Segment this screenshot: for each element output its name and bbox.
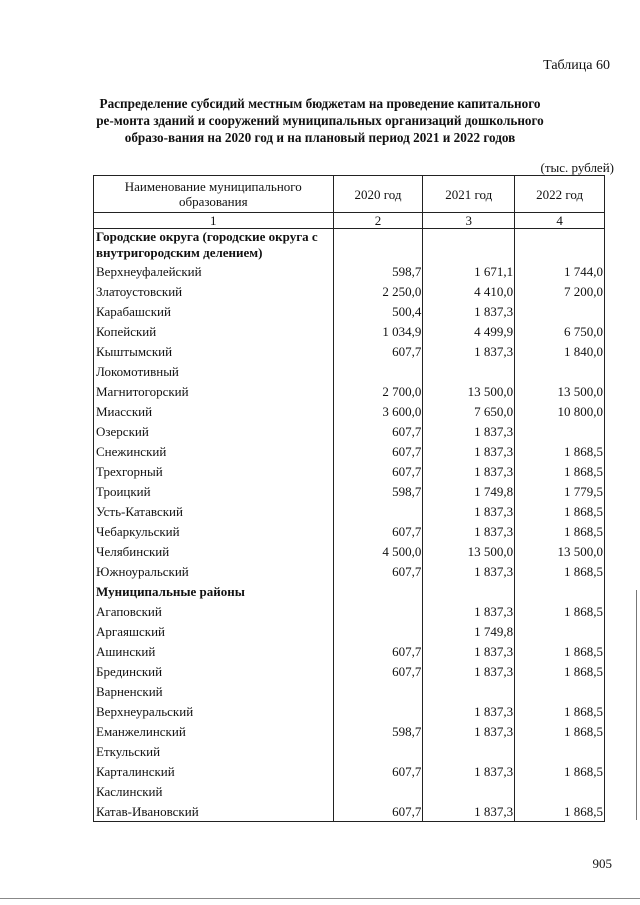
table-row — [94, 561, 605, 581]
value-2021 — [423, 581, 515, 601]
table-body — [94, 229, 605, 822]
value-2020: 607,7 — [333, 441, 423, 461]
value-2022 — [515, 741, 605, 761]
value-2021 — [423, 781, 515, 801]
value-2021: 1 837,3 — [423, 641, 515, 661]
table-row — [94, 281, 605, 301]
value-2020: 607,7 — [333, 461, 423, 481]
table-row — [94, 301, 605, 321]
value-2022: 1 868,5 — [515, 521, 605, 541]
value-2022: 1 868,5 — [515, 661, 605, 681]
value-2020 — [333, 621, 423, 641]
value-2022: 1 868,5 — [515, 501, 605, 521]
municipality-name: Копейский — [94, 321, 334, 341]
municipality-name: Муниципальные районы — [94, 581, 334, 601]
value-2021 — [423, 229, 515, 262]
value-2021: 1 749,8 — [423, 621, 515, 641]
value-2022 — [515, 781, 605, 801]
value-2021: 1 837,3 — [423, 461, 515, 481]
value-2020: 598,7 — [333, 261, 423, 281]
municipality-name: Каслинский — [94, 781, 334, 801]
section-row — [94, 229, 605, 262]
value-2021: 1 837,3 — [423, 661, 515, 681]
value-2022: 1 868,5 — [515, 441, 605, 461]
table-row — [94, 601, 605, 621]
column-number: 2 — [333, 213, 423, 229]
value-2022 — [515, 301, 605, 321]
municipality-name: Троицкий — [94, 481, 334, 501]
value-2020 — [333, 361, 423, 381]
table-row — [94, 501, 605, 521]
value-2022: 1 868,5 — [515, 701, 605, 721]
value-2022: 1 744,0 — [515, 261, 605, 281]
value-2021: 1 837,3 — [423, 601, 515, 621]
municipality-name: Брединский — [94, 661, 334, 681]
municipality-name: Снежинский — [94, 441, 334, 461]
value-2020 — [333, 581, 423, 601]
value-2022: 1 868,5 — [515, 641, 605, 661]
value-2022 — [515, 581, 605, 601]
municipality-name: Трехгорный — [94, 461, 334, 481]
column-number-row — [94, 213, 605, 229]
value-2020: 607,7 — [333, 521, 423, 541]
value-2022 — [515, 361, 605, 381]
municipality-name: Челябинский — [94, 541, 334, 561]
municipality-name: Миасский — [94, 401, 334, 421]
table-row — [94, 741, 605, 761]
table-row — [94, 441, 605, 461]
value-2022 — [515, 421, 605, 441]
value-2021 — [423, 681, 515, 701]
column-number: 4 — [515, 213, 605, 229]
value-2020 — [333, 229, 423, 262]
municipality-name: Верхнеуфалейский — [94, 261, 334, 281]
value-2020 — [333, 501, 423, 521]
value-2020 — [333, 681, 423, 701]
value-2021 — [423, 741, 515, 761]
section-row — [94, 581, 605, 601]
municipality-name: Магнитогорский — [94, 381, 334, 401]
value-2020: 598,7 — [333, 481, 423, 501]
column-number: 3 — [423, 213, 515, 229]
value-2020: 607,7 — [333, 421, 423, 441]
table-row — [94, 621, 605, 641]
table-row — [94, 341, 605, 361]
municipality-name: Еткульский — [94, 741, 334, 761]
value-2021: 13 500,0 — [423, 541, 515, 561]
value-2020 — [333, 741, 423, 761]
value-2021: 1 671,1 — [423, 261, 515, 281]
value-2021: 1 837,3 — [423, 801, 515, 822]
value-2020: 500,4 — [333, 301, 423, 321]
table-row — [94, 701, 605, 721]
value-2020: 607,7 — [333, 641, 423, 661]
value-2020: 2 250,0 — [333, 281, 423, 301]
value-2020: 4 500,0 — [333, 541, 423, 561]
value-2020: 607,7 — [333, 761, 423, 781]
unit-label: (тыс. рублей) — [540, 160, 614, 175]
value-2020 — [333, 701, 423, 721]
table-row — [94, 761, 605, 781]
subsidy-table — [93, 175, 605, 822]
column-number: 1 — [94, 213, 334, 229]
table-row — [94, 721, 605, 741]
document-title: Распределение субсидий местным бюджетам на проведение капитального ре-монта зданий и сооружений муниципальных организаций дошкольного образо-вания на 2020 год и на плановый период 2021 и 2022 годов — [96, 96, 544, 145]
value-2021: 1 749,8 — [423, 481, 515, 501]
value-2021: 1 837,3 — [423, 561, 515, 581]
column-header-2022: 2022 год — [515, 176, 605, 213]
value-2021: 1 837,3 — [423, 501, 515, 521]
table-row — [94, 781, 605, 801]
value-2020: 607,7 — [333, 661, 423, 681]
municipality-name: Еманжелинский — [94, 721, 334, 741]
table-row — [94, 481, 605, 501]
value-2022: 6 750,0 — [515, 321, 605, 341]
value-2022 — [515, 621, 605, 641]
table-row — [94, 461, 605, 481]
value-2022: 1 868,5 — [515, 461, 605, 481]
value-2022 — [515, 681, 605, 701]
municipality-name: Ашинский — [94, 641, 334, 661]
table-row — [94, 661, 605, 681]
municipality-name: Аргаяшский — [94, 621, 334, 641]
column-header-2020: 2020 год — [333, 176, 423, 213]
scan-edge-line — [636, 590, 637, 820]
value-2021: 1 837,3 — [423, 701, 515, 721]
value-2022: 1 868,5 — [515, 721, 605, 741]
value-2020: 2 700,0 — [333, 381, 423, 401]
value-2022: 1 868,5 — [515, 601, 605, 621]
municipality-name: Карталинский — [94, 761, 334, 781]
page-number: 905 — [592, 856, 612, 871]
value-2022: 7 200,0 — [515, 281, 605, 301]
value-2022: 1 779,5 — [515, 481, 605, 501]
table-row — [94, 321, 605, 341]
table-row — [94, 801, 605, 822]
table-row — [94, 541, 605, 561]
table-row — [94, 381, 605, 401]
value-2021: 1 837,3 — [423, 721, 515, 741]
municipality-name: Усть-Катавский — [94, 501, 334, 521]
value-2022: 1 840,0 — [515, 341, 605, 361]
value-2022: 10 800,0 — [515, 401, 605, 421]
column-header-name: Наименование муниципального образования — [94, 176, 334, 213]
value-2022: 1 868,5 — [515, 761, 605, 781]
value-2021: 7 650,0 — [423, 401, 515, 421]
value-2020: 607,7 — [333, 801, 423, 822]
value-2022: 13 500,0 — [515, 381, 605, 401]
table-row — [94, 521, 605, 541]
municipality-name: Златоустовский — [94, 281, 334, 301]
value-2022: 1 868,5 — [515, 801, 605, 822]
municipality-name: Кыштымский — [94, 341, 334, 361]
scan-border-line — [0, 898, 640, 899]
value-2020: 607,7 — [333, 341, 423, 361]
municipality-name: Южноуральский — [94, 561, 334, 581]
municipality-name: Чебаркульский — [94, 521, 334, 541]
municipality-name: Городские округа (городские округа с внутригородским делением) — [94, 229, 334, 262]
value-2021: 4 410,0 — [423, 281, 515, 301]
table-row — [94, 641, 605, 661]
value-2021: 13 500,0 — [423, 381, 515, 401]
value-2020 — [333, 601, 423, 621]
value-2020: 1 034,9 — [333, 321, 423, 341]
value-2020: 598,7 — [333, 721, 423, 741]
table-row — [94, 261, 605, 281]
value-2021: 1 837,3 — [423, 521, 515, 541]
table-row — [94, 421, 605, 441]
municipality-name: Агаповский — [94, 601, 334, 621]
value-2020: 3 600,0 — [333, 401, 423, 421]
value-2021: 1 837,3 — [423, 421, 515, 441]
value-2021: 1 837,3 — [423, 761, 515, 781]
table-row — [94, 681, 605, 701]
value-2021: 4 499,9 — [423, 321, 515, 341]
value-2021: 1 837,3 — [423, 441, 515, 461]
value-2022 — [515, 229, 605, 262]
value-2021 — [423, 361, 515, 381]
column-header-2021: 2021 год — [423, 176, 515, 213]
value-2020: 607,7 — [333, 561, 423, 581]
municipality-name: Верхнеуральский — [94, 701, 334, 721]
value-2021: 1 837,3 — [423, 341, 515, 361]
table-label: Таблица 60 — [543, 58, 610, 73]
municipality-name: Озерский — [94, 421, 334, 441]
table-row — [94, 361, 605, 381]
value-2020 — [333, 781, 423, 801]
municipality-name: Катав-Ивановский — [94, 801, 334, 822]
table-row — [94, 401, 605, 421]
value-2022: 1 868,5 — [515, 561, 605, 581]
municipality-name: Локомотивный — [94, 361, 334, 381]
municipality-name: Варненский — [94, 681, 334, 701]
table-header-row — [94, 176, 605, 213]
value-2022: 13 500,0 — [515, 541, 605, 561]
municipality-name: Карабашский — [94, 301, 334, 321]
value-2021: 1 837,3 — [423, 301, 515, 321]
